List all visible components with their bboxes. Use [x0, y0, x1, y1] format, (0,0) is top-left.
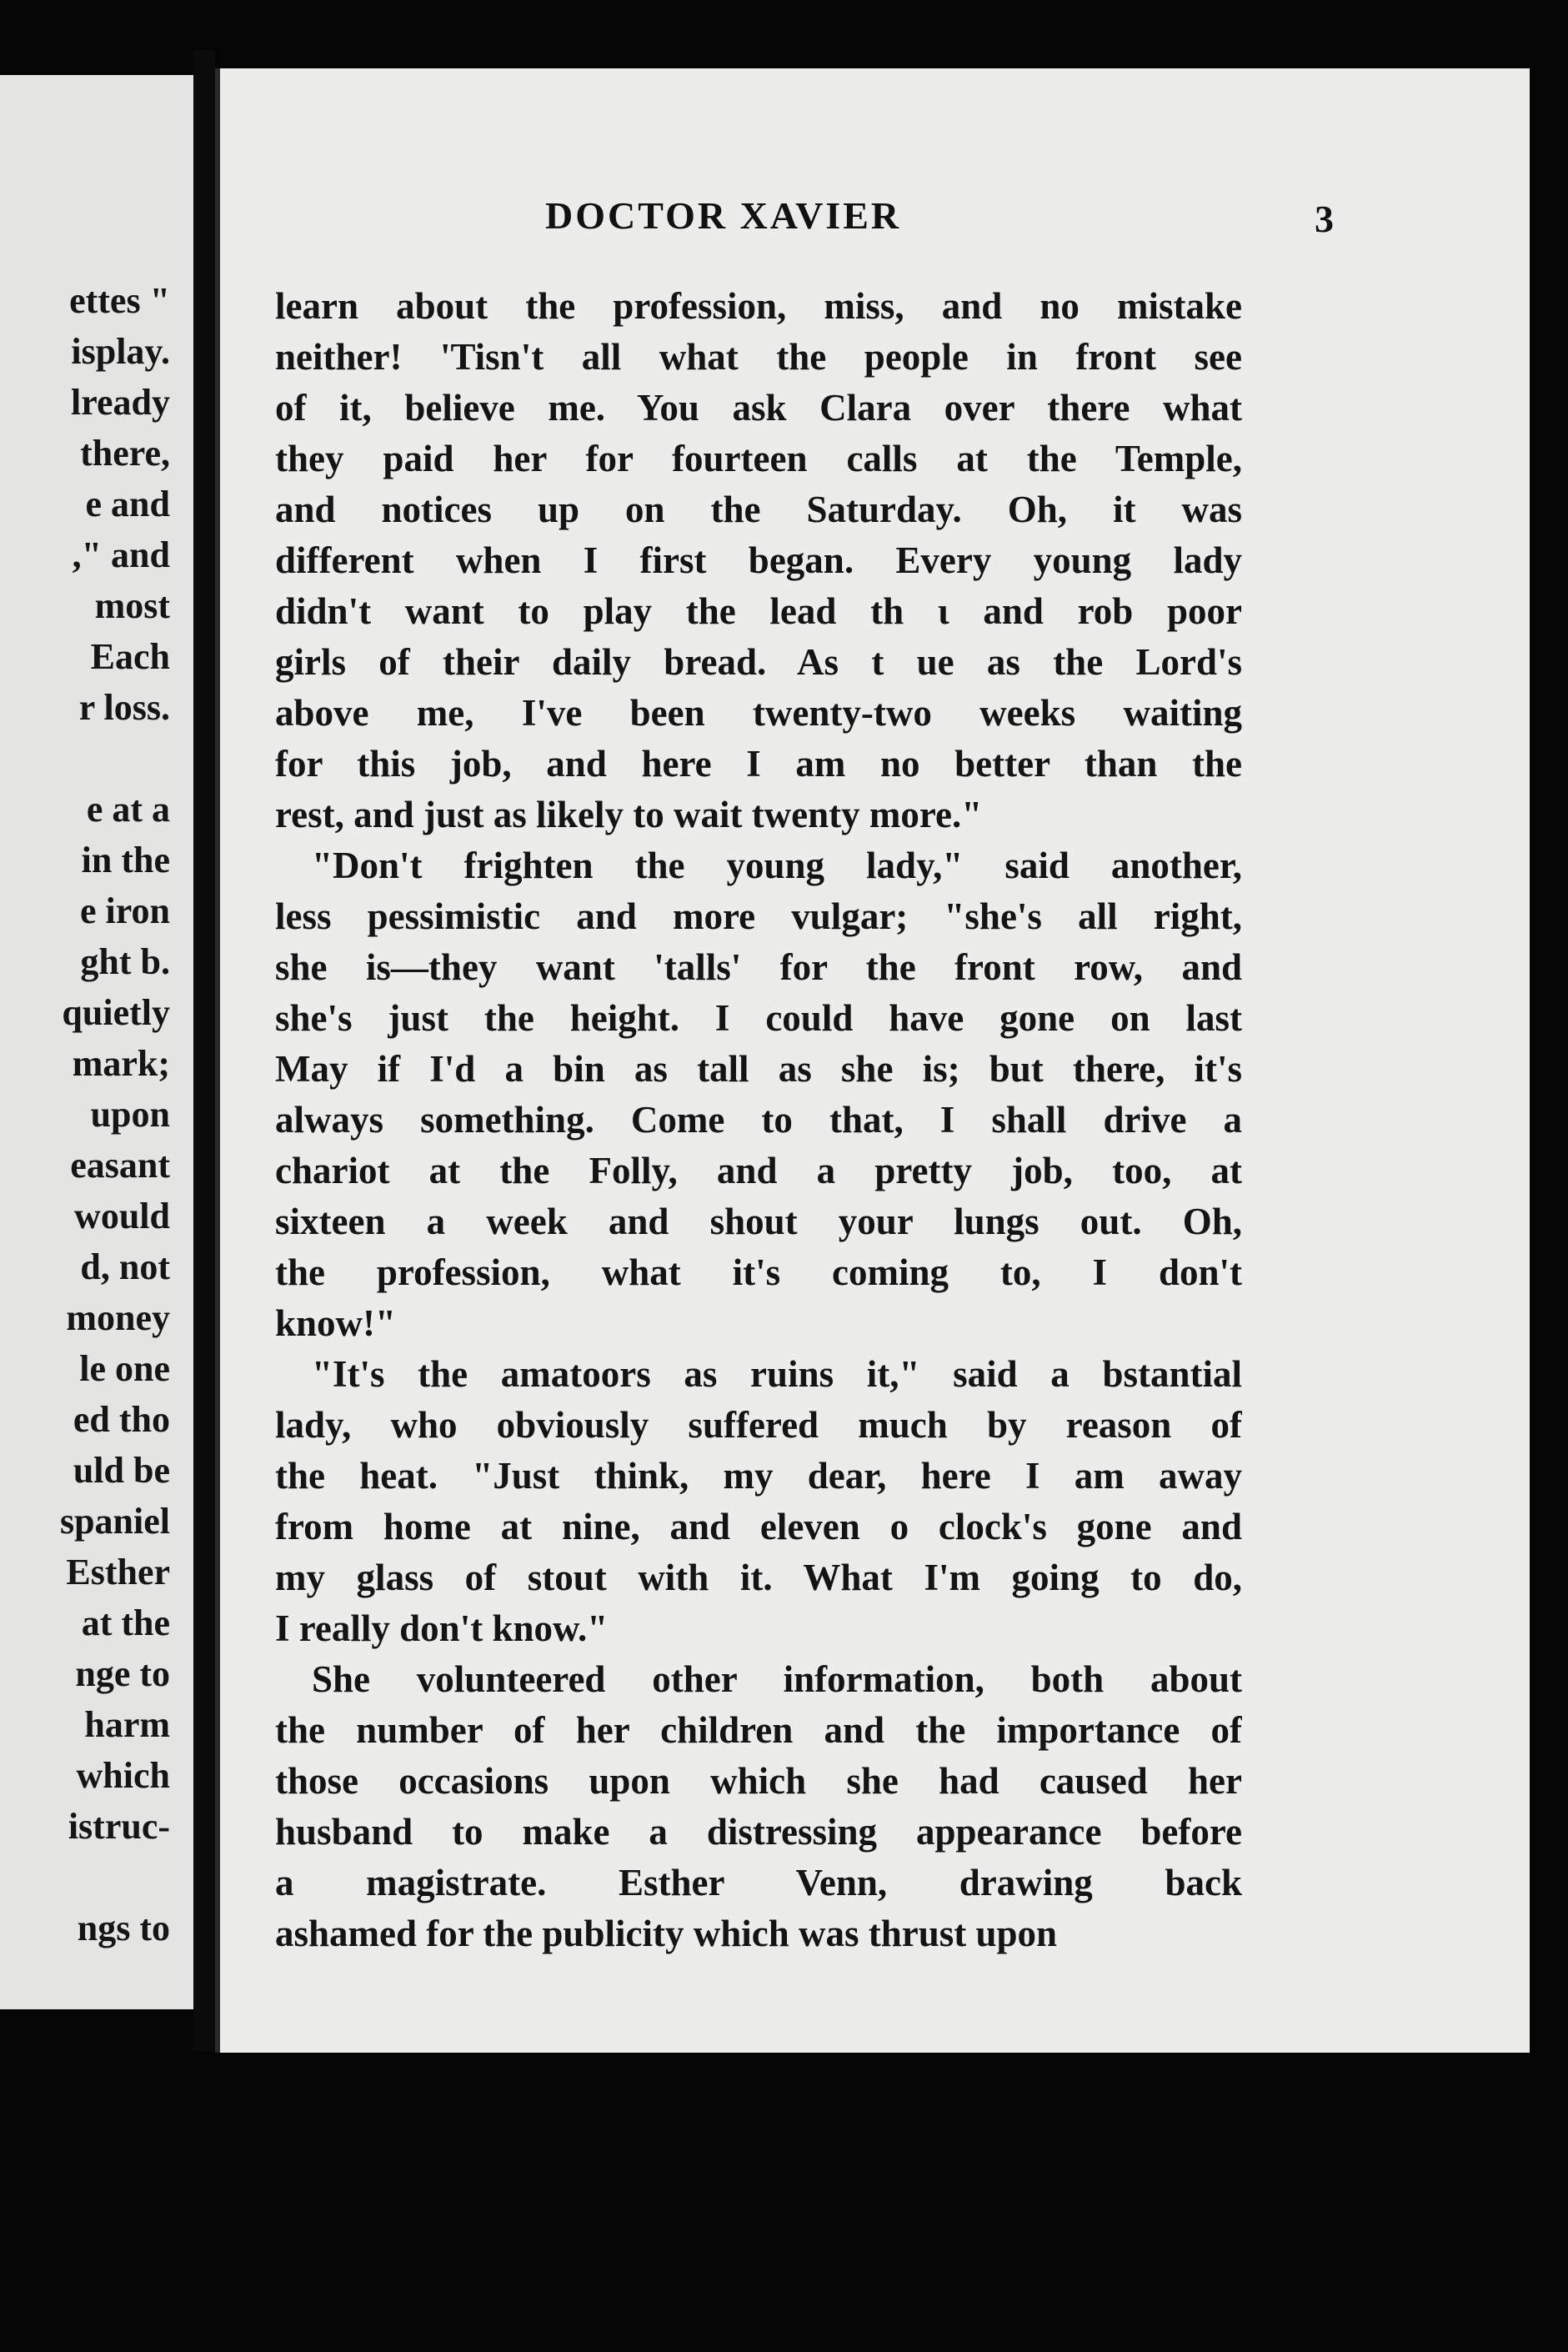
text-line: those occasions upon which she had caused her	[275, 1760, 1242, 1802]
text-line: didn't want to play the lead th ι and rob poor	[275, 590, 1242, 632]
left-page-line: in the	[81, 840, 170, 880]
text-line: I really don't know."	[275, 1607, 609, 1649]
page-header	[220, 193, 1530, 252]
left-page-line: harm	[84, 1704, 170, 1745]
left-page-line: which	[76, 1755, 170, 1796]
text-line: they paid her for fourteen calls at the Temple,	[275, 438, 1242, 479]
right-page	[215, 68, 1530, 2053]
text-line: different when I first began. Every young lady	[275, 539, 1242, 581]
page-number: 3	[1315, 198, 1334, 240]
text-line: she is—they want 'talls' for the front row, and	[275, 946, 1242, 988]
text-line: the number of her children and the importance of	[275, 1709, 1242, 1751]
left-page-line: istruc-	[68, 1806, 170, 1847]
left-page-line: uld be	[73, 1450, 170, 1491]
text-line: the heat. "Just think, my dear, here I am away	[275, 1455, 1242, 1497]
left-page-line: ed tho	[73, 1399, 170, 1440]
text-line: girls of their daily bread. As t ue as the Lord's	[275, 641, 1242, 683]
text-line: my glass of stout with it. What I'm going to do,	[275, 1557, 1242, 1598]
text-line: lady, who obviously suffered much by reason of	[275, 1404, 1242, 1446]
text-line: sixteen a week and shout your lungs out. Oh,	[275, 1201, 1242, 1242]
left-page-line: e iron	[80, 890, 170, 931]
body-text	[275, 281, 1242, 1959]
text-line: chariot at the Folly, and a pretty job, too, at	[275, 1150, 1242, 1191]
running-title: DOCTOR XAVIER	[545, 194, 902, 237]
left-page-line: ngs to	[77, 1908, 170, 1948]
text-line: for this job, and here I am no better than the	[275, 743, 1242, 785]
text-line: know!"	[275, 1302, 397, 1344]
text-line: of it, believe me. You ask Clara over there what	[275, 387, 1242, 429]
text-line: a magistrate. Esther Venn, drawing back	[275, 1862, 1242, 1903]
text-line: she's just the height. I could have gone on last	[275, 997, 1242, 1039]
left-page-line: ," and	[72, 534, 170, 575]
paragraph	[275, 840, 1242, 1349]
left-page-line: Esther	[66, 1552, 170, 1592]
left-page-line: le one	[79, 1348, 170, 1389]
left-page-line: e at a	[86, 789, 170, 830]
text-line: less pessimistic and more vulgar; "she's all right,	[275, 895, 1242, 937]
left-page-line: r loss.	[78, 687, 170, 728]
book-gutter	[193, 50, 215, 2051]
left-page-line: there,	[80, 433, 170, 474]
text-line: May if I'd a bin as tall as she is; but there, it's	[275, 1048, 1242, 1090]
left-page-line: mark;	[72, 1043, 170, 1084]
left-page-text	[60, 275, 170, 1953]
left-page-line: upon	[90, 1094, 170, 1135]
left-page-line: at the	[81, 1602, 170, 1643]
left-page-line: Each	[90, 636, 170, 677]
left-page-line: quietly	[62, 992, 170, 1033]
text-line: and notices up on the Saturday. Oh, it was	[275, 489, 1242, 530]
text-line: "Don't frighten the young lady," said another,	[312, 845, 1242, 886]
text-line: She volunteered other information, both about	[312, 1658, 1242, 1700]
text-line: from home at nine, and eleven o clock's gone and	[275, 1506, 1242, 1547]
left-page-line: ght b.	[80, 941, 170, 982]
text-line: neither! 'Tisn't all what the people in front see	[275, 336, 1242, 378]
text-line: the profession, what it's coming to, I don't	[275, 1251, 1242, 1293]
left-page-line: spaniel	[59, 1501, 170, 1542]
left-page-fragment	[0, 75, 193, 2009]
paragraph	[275, 281, 1242, 840]
left-page-line: would	[74, 1196, 170, 1236]
left-page-line: most	[94, 585, 170, 626]
left-page-line: lready	[71, 382, 170, 423]
text-line: always something. Come to that, I shall drive a	[275, 1099, 1242, 1141]
text-line: "It's the amatoors as ruins it," said a bstantial	[312, 1353, 1242, 1395]
left-page-line: ettes "	[69, 280, 170, 321]
text-line: ashamed for the publicity which was thrust upon	[275, 1913, 1058, 1954]
left-page-line: nge to	[75, 1653, 170, 1694]
left-page-line: e and	[85, 484, 170, 524]
left-page-line	[60, 1852, 170, 1903]
text-line: above me, I've been twenty-two weeks waiting	[275, 692, 1242, 734]
left-page-line	[60, 733, 170, 784]
left-page-line: isplay.	[71, 331, 170, 372]
paragraph	[275, 1349, 1242, 1654]
text-line: learn about the profession, miss, and no mistake	[275, 285, 1242, 327]
left-page-line: d, not	[80, 1246, 170, 1287]
text-line: husband to make a distressing appearance before	[275, 1811, 1242, 1853]
left-page-line: money	[66, 1297, 170, 1338]
paragraph	[275, 1654, 1242, 1959]
left-page-line: easant	[70, 1145, 170, 1186]
text-line: rest, and just as likely to wait twenty more."	[275, 794, 983, 835]
